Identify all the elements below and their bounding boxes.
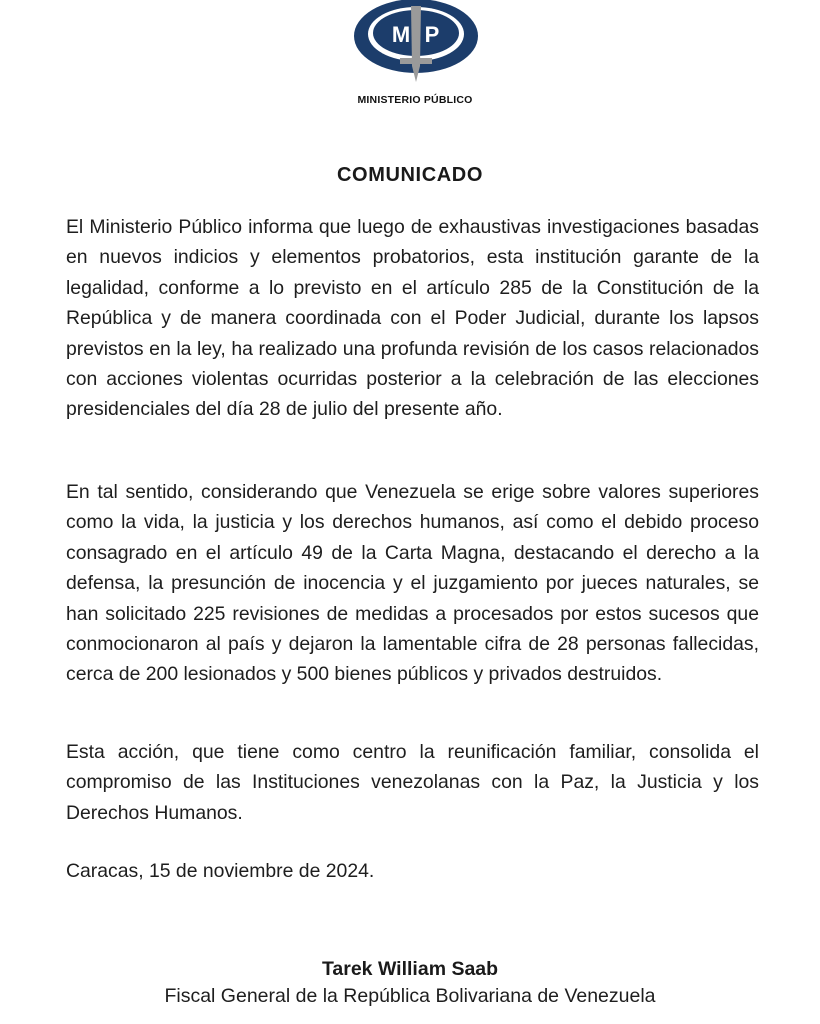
logo-caption: MINISTERIO PÚBLICO (357, 94, 473, 106)
paragraph-1: El Ministerio Público informa que luego de exhaustivas investigaciones basadas en nuevos indicios y elementos probatorios, esta institución garante de la legalidad, conforme a lo previsto en el artículo 285 de la Constitución de la República y de manera coordinada con el Poder Judicial, durante los lapsos previstos en la ley, ha realizado una profunda revisión de los casos relacionados con acciones violentas ocurridas posterior a la celebración de las elecciones presidenciales del día 28 de julio del presente año. (66, 216, 759, 421)
paragraph-2: En tal sentido, considerando que Venezuela se erige sobre valores superiores como la vida, la justicia y los derechos humanos, así como el debido proceso consagrado en el artículo 49 de la Carta Magna, destacando el derecho a la defensa, la presunción de inocencia y el juzgamiento por jueces naturales, se han solicitado 225 revisiones de medidas a procesados por estos sucesos que conmocionaron al país y dejaron la lamentable cifra de 28 personas fallecidas, cerca de 200 lesionados y 500 bienes públicos y privados destruidos. (66, 481, 759, 686)
logo-letter-m: M (391, 22, 411, 47)
ministerio-publico-logo (340, 0, 490, 112)
signer-title: Fiscal General de la República Bolivariana de Venezuela (164, 985, 656, 1007)
paragraph-3: Esta acción, que tiene como centro la reunificación familiar, consolida el compromiso de las Instituciones venezolanas con la Paz, la Justicia y los Derechos Humanos. (66, 741, 759, 824)
logo-letter-p: P (424, 22, 440, 47)
date-line: Caracas, 15 de noviembre de 2024. (66, 860, 375, 882)
document-title: COMUNICADO (337, 164, 483, 186)
signer-name: Tarek William Saab (321, 958, 499, 980)
mp-emblem-icon (340, 0, 490, 94)
